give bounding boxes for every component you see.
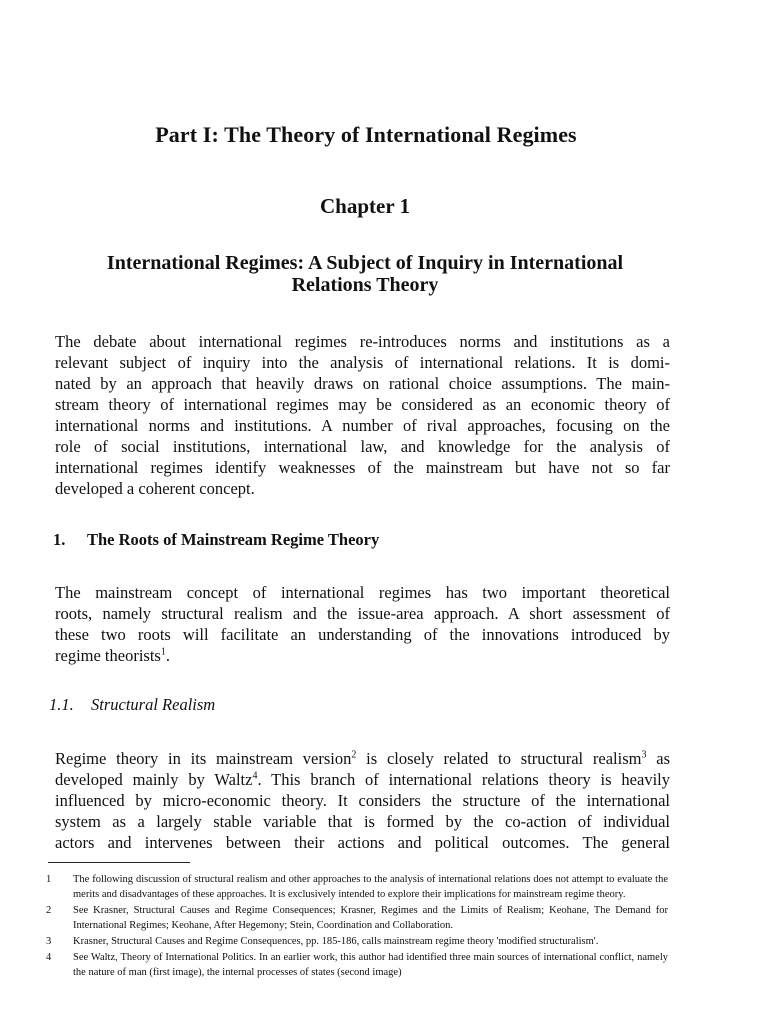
- footnote-ref[interactable]: 1: [160, 646, 166, 658]
- section-1-line: [55, 645, 670, 666]
- intro-line: international norms and institutions. A number of rival approaches, focusing on the: [55, 416, 670, 435]
- intro-line: international regimes identify weaknesses of the mainstream but have not so far: [55, 458, 670, 477]
- subsection-line: system as a largely stable variable that is formed by the co-action of individual: [55, 812, 670, 831]
- subsection-line: [55, 769, 670, 790]
- chapter-title: [90, 252, 640, 296]
- footnote-number: 2: [46, 905, 52, 916]
- section-number: 1.: [53, 530, 66, 549]
- subsection-line-text: is closely related to structural realism: [356, 749, 642, 768]
- intro-line: stream theory of international regimes may be considered as an economic theory of: [55, 395, 670, 414]
- footnote-number: 4: [46, 952, 52, 963]
- chapter-label: Chapter 1: [319, 194, 411, 218]
- footnote: [46, 872, 668, 902]
- subsection-line: influenced by micro-economic theory. It considers the structure of the international: [55, 791, 670, 810]
- footnote: [46, 903, 668, 933]
- subsection-heading: [49, 695, 215, 715]
- footnote-text: See Krasner, Structural Causes and Regime Consequences; Krasner, Regimes and the Limits of Realism; Keohane, The Demand for International Regimes; Keohane, After Hegemony; Stein, Coordination and Collaboration.: [73, 905, 668, 931]
- section-title: The Roots of Mainstream Regime Theory: [87, 530, 380, 549]
- subsection-1-1-paragraph: [55, 748, 670, 853]
- intro-line: developed a coherent concept.: [55, 479, 255, 498]
- section-heading: [53, 530, 379, 550]
- intro-line: role of social institutions, international law, and knowledge for the analysis of: [55, 437, 670, 456]
- subsection-line-text: developed mainly by Waltz: [55, 770, 253, 789]
- footnotes: [46, 872, 668, 981]
- subsection-line-text: as: [646, 749, 670, 768]
- part-title: Part I: The Theory of International Regimes: [155, 122, 577, 147]
- footnote-text: Krasner, Structural Causes and Regime Consequences, pp. 185-186, calls mainstream regime theory 'modified structuralism'.: [73, 936, 599, 947]
- footnote: [46, 950, 668, 980]
- footnote-ref[interactable]: 4: [252, 770, 258, 782]
- footnote-text: See Waltz, Theory of International Politics. In an earlier work, this author had identified three main sources of international conflict, namely the nature of man (first image), the internal processes of states (second image): [73, 952, 668, 978]
- intro-line: relevant subject of inquiry into the analysis of international relations. It is domi-: [55, 353, 670, 372]
- section-1-line-text: regime theorists: [55, 646, 161, 665]
- subsection-line: [55, 748, 670, 769]
- section-1-line: these two roots will facilitate an understanding of the innovations introduced by: [55, 625, 670, 644]
- subsection-line-text: . This branch of international relations theory is heavily: [257, 770, 670, 789]
- footnote-number: 1: [46, 874, 52, 885]
- section-1-line-end: .: [165, 646, 170, 665]
- chapter-title-line-2: Relations Theory: [291, 274, 439, 296]
- chapter-title-line-1: International Regimes: A Subject of Inquiry in International: [106, 252, 624, 274]
- subsection-line: actors and intervenes between their actions and political outcomes. The general: [55, 833, 670, 852]
- intro-line: The debate about international regimes re-introduces norms and institutions as a: [55, 332, 670, 351]
- footnote-text: The following discussion of structural realism and other approaches to the analysis of international relations does not attempt to evaluate the merits and disadvantages of these approaches. It is exclusively intended to explore their implications for mainstream regime theory.: [73, 874, 668, 900]
- footnote-number: 3: [46, 936, 52, 947]
- intro-line: nated by an approach that heavily draws on rational choice assumptions. The main-: [55, 374, 670, 393]
- subsection-number: 1.1.: [49, 695, 74, 714]
- intro-paragraph: [55, 331, 670, 499]
- section-1-line: roots, namely structural realism and the issue-area approach. A short assessment of: [55, 604, 670, 623]
- section-1-paragraph: [55, 582, 670, 666]
- subsection-title: Structural Realism: [91, 695, 216, 714]
- subsection-line-text: Regime theory in its mainstream version: [55, 749, 352, 768]
- footnote: [46, 934, 668, 949]
- footnote-divider: [48, 862, 190, 863]
- footnote-ref[interactable]: 3: [641, 749, 647, 761]
- footnote-ref[interactable]: 2: [351, 749, 357, 761]
- section-1-line: The mainstream concept of international regimes has two important theoretical: [55, 583, 670, 602]
